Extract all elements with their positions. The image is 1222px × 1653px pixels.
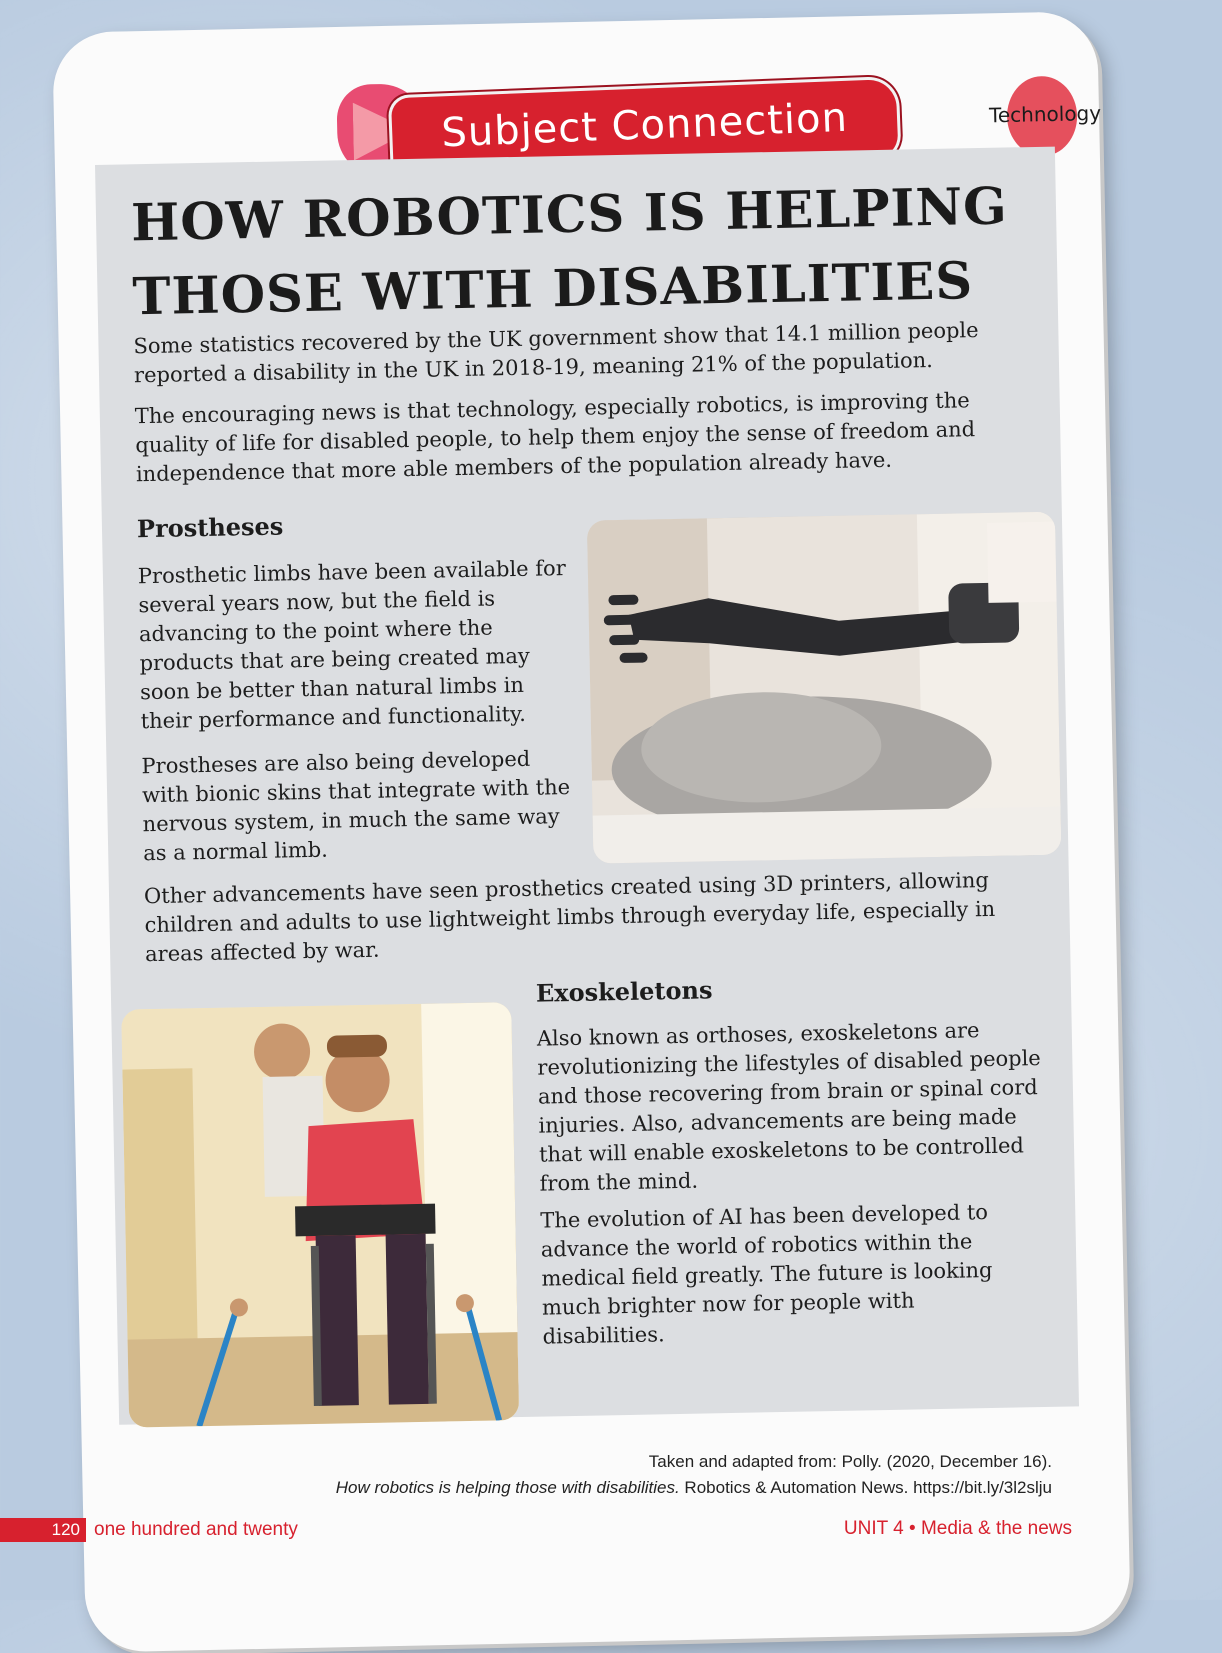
section-heading-prostheses: Prostheses	[136, 511, 284, 544]
credit-source: Robotics & Automation News. https://bit.ly/3l2slju	[679, 1478, 1052, 1497]
article-panel	[95, 147, 1079, 1425]
credit-line-1	[272, 1452, 1052, 1472]
title-line-2: THOSE WITH DISABILITIES	[131, 251, 974, 328]
article-title	[130, 169, 1023, 334]
prostheses-paragraph-3: Other advancements have seen prosthetics created using 3D printers, allowing children and adults to use lightweight limbs through everyday life, especially in areas affected by war.	[143, 867, 996, 967]
badge-label: Technology	[988, 100, 1102, 128]
prostheses-paragraph-2: Prostheses are also being developed with bionic skins that integrate with the nervous system, in much the same way as a normal limb.	[141, 746, 571, 866]
intro-paragraph-2: The encouraging news is that technology, especially robotics, is improving the quality of life for disabled people, to help them enjoy the sense of freedom and independence that more able members of the population already have.	[134, 388, 976, 487]
page-number-words: one hundred and twenty	[94, 1519, 298, 1540]
page-footer-left	[0, 1518, 298, 1542]
unit-label: UNIT 4 • Media & the news	[843, 1518, 1072, 1539]
section-heading-exoskeletons: Exoskeletons	[535, 975, 713, 1008]
credit-line-2	[272, 1478, 1052, 1498]
banner-label: Subject Connection	[440, 94, 849, 157]
credit-lead: Taken and adapted from:	[648, 1452, 837, 1471]
prosthetic-arm-illustration	[587, 512, 1061, 864]
credit-title: How robotics is helping those with disabilities.	[335, 1478, 680, 1497]
exoskeleton-photo	[121, 1002, 519, 1427]
intro-paragraph-1: Some statistics recovered by the UK government show that 14.1 million people reported a disability in the UK in 2018-19, meaning 21% of the population.	[133, 318, 979, 388]
exoskeleton-illustration	[121, 1002, 519, 1427]
prostheses-paragraph-1: Prosthetic limbs have been available for several years now, but the field is advancing to the point where the products that are being created may soon be better than natural limbs in their performance and functionality.	[137, 556, 566, 734]
page-number: 120	[0, 1518, 86, 1542]
exoskeletons-paragraph-2: The evolution of AI has been developed to advance the world of robotics within the medical field greatly. The future is looking much brighter now for people with disabilities.	[540, 1200, 993, 1349]
credit-author-date: Polly. (2020, December 16).	[836, 1452, 1052, 1471]
prosthetic-arm-photo	[587, 512, 1061, 864]
exoskeletons-paragraph-1: Also known as orthoses, exoskeletons are revolutionizing the lifestyles of disabled people and those recovering from brain or spinal cord injuries. Also, advancements are being made that will enable exoskeletons to be controlled from the mind.	[536, 1018, 1041, 1196]
title-line-1: HOW ROBOTICS IS HELPING	[130, 176, 1009, 254]
